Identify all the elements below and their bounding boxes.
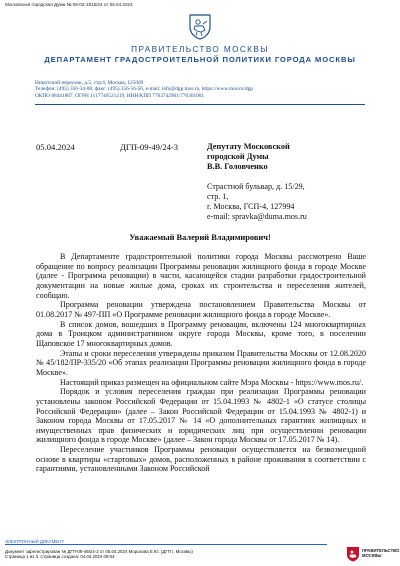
recipient-address bbox=[207, 182, 307, 222]
logo-text-line: ПРАВИТЕЛЬСТВО bbox=[362, 548, 400, 553]
moscow-coat-of-arms-icon bbox=[188, 13, 212, 40]
logo-text-line: МОСКВЫ bbox=[362, 553, 382, 558]
paragraph: Порядок и условия переселения граждан при реализации Программы реновации установлены законом Российской Федерации от 15.04.1993 № 4802-1 «О статусе столицы Российской Федерации» (далее – Закон Российской Федерации от 15.04.1993 № 4802-1) и Законом города Москвы от 17.05.2017 № 14 «О дополнительных гарантиях жилищных и имущественных прав физических и юридических лиц при осуществлении реновации жилищного фонда в городе Москве» (далее – Закон города Москвы от 17.05.2017 № 14). bbox=[36, 387, 366, 445]
footer-line: Страница 1 из 3. Страница создана: 04.04.2024 09:04 bbox=[5, 554, 115, 560]
paragraph: Настоящий приказ размещен на официальном сайте Мэра Москвы - https://www.mos.ru/. bbox=[60, 377, 364, 387]
department-name: ДЕПАРТАМЕНТ ГРАДОСТРОИТЕЛЬНОЙ ПОЛИТИКИ ГОРОДА МОСКВЫ bbox=[44, 55, 356, 64]
recipient-line: городской Думы bbox=[207, 152, 269, 161]
address-email[interactable]: e-mail: spravka@duma.mos.ru bbox=[207, 211, 307, 221]
letter-body bbox=[36, 252, 366, 474]
address-line: Страстной бульвар, д. 15/29, bbox=[207, 182, 305, 191]
electronic-document-tag: ЭЛЕКТРОННЫЙ ДОКУМЕНТ bbox=[5, 539, 65, 544]
footer-divider bbox=[5, 544, 327, 545]
document-number: ДГП-09-49/24-3 bbox=[120, 142, 179, 152]
footer-line: Документ зарегистрирован № ДГП-09-49/24-3 от 05.04.2024 Морозова Е.Ю. (ДГП г. Москвы) bbox=[5, 549, 193, 554]
contact-codes: ОКПО 88441887, ОГРН 1117746521219, ИНН/КПП 7703742961/770301001 bbox=[35, 92, 205, 99]
contact-address: Никитский переулок, д.5, стр.6, Москва, 125009 bbox=[35, 80, 144, 86]
paragraph: В список домов, вошедших в Программу реновации, включены 124 многоквартирных дома в Троицком административном округе города Москвы, кроме того, в поселении Щаповское 17 многоквартирных домов. bbox=[36, 319, 366, 348]
footer-registration bbox=[5, 549, 193, 560]
footer-logo-text bbox=[362, 548, 399, 558]
recipient-line: Депутату Московской bbox=[207, 142, 290, 151]
paragraph: В Департаменте градостроительной политики города Москвы рассмотрено Ваше обращение по вопросу реализации Программы реновации жилищного фонда в городе Москве (далее - Программа реновации) в части, касающейся стадии разработки градостроительной документации на новые жилые дома, сроках их строительства и переселения жителей, сообщаю. bbox=[36, 252, 366, 300]
paragraph: Переселение участников Программы реновации осуществляется на безвозмездной основе в квартиры «стартовых» домов, расположенных в районе проживания в соответствии с гарантиями, установленными Законом Российской bbox=[36, 445, 366, 474]
moscow-government-logo-icon bbox=[346, 546, 360, 562]
header-divider bbox=[35, 104, 365, 105]
salutation: Уважаемый Валерий Владимирович! bbox=[129, 233, 271, 242]
paragraph: Этапы и сроки переселения утверждены приказом Правительства Москвы от 12.08.2020 № 45/182/ПР-335/20 «Об этапах реализации Программы реновации жилищного фонда в городе Москве». bbox=[36, 348, 366, 377]
contact-block bbox=[35, 80, 380, 99]
contact-phone-email: Телефон: (495) 356-34-08, факс: (495) 356-56-56, e-mail: info@dgp.mos.ru, https://www.mos.ru/dgp bbox=[35, 86, 253, 93]
document-date: 05.04.2024 bbox=[36, 142, 75, 152]
recipient-block bbox=[207, 142, 290, 172]
address-line: г. Москва, ГСП-4, 127994 bbox=[207, 201, 295, 211]
government-name: ПРАВИТЕЛЬСТВО МОСКВЫ bbox=[131, 45, 269, 54]
address-line: стр. 1, bbox=[207, 191, 229, 201]
registration-stamp-line: Московская городская Дума № 08-02-1815/24 от 05.04.2024 bbox=[5, 2, 133, 7]
org-header bbox=[0, 45, 400, 65]
paragraph: Программа реновации утверждена постановлением Правительства Москвы от 01.08.2017 № 497-ПП «О Программе реновации жилищного фонда в городе Москве». bbox=[36, 300, 366, 319]
recipient-line: В.В. Головченко bbox=[207, 162, 268, 171]
